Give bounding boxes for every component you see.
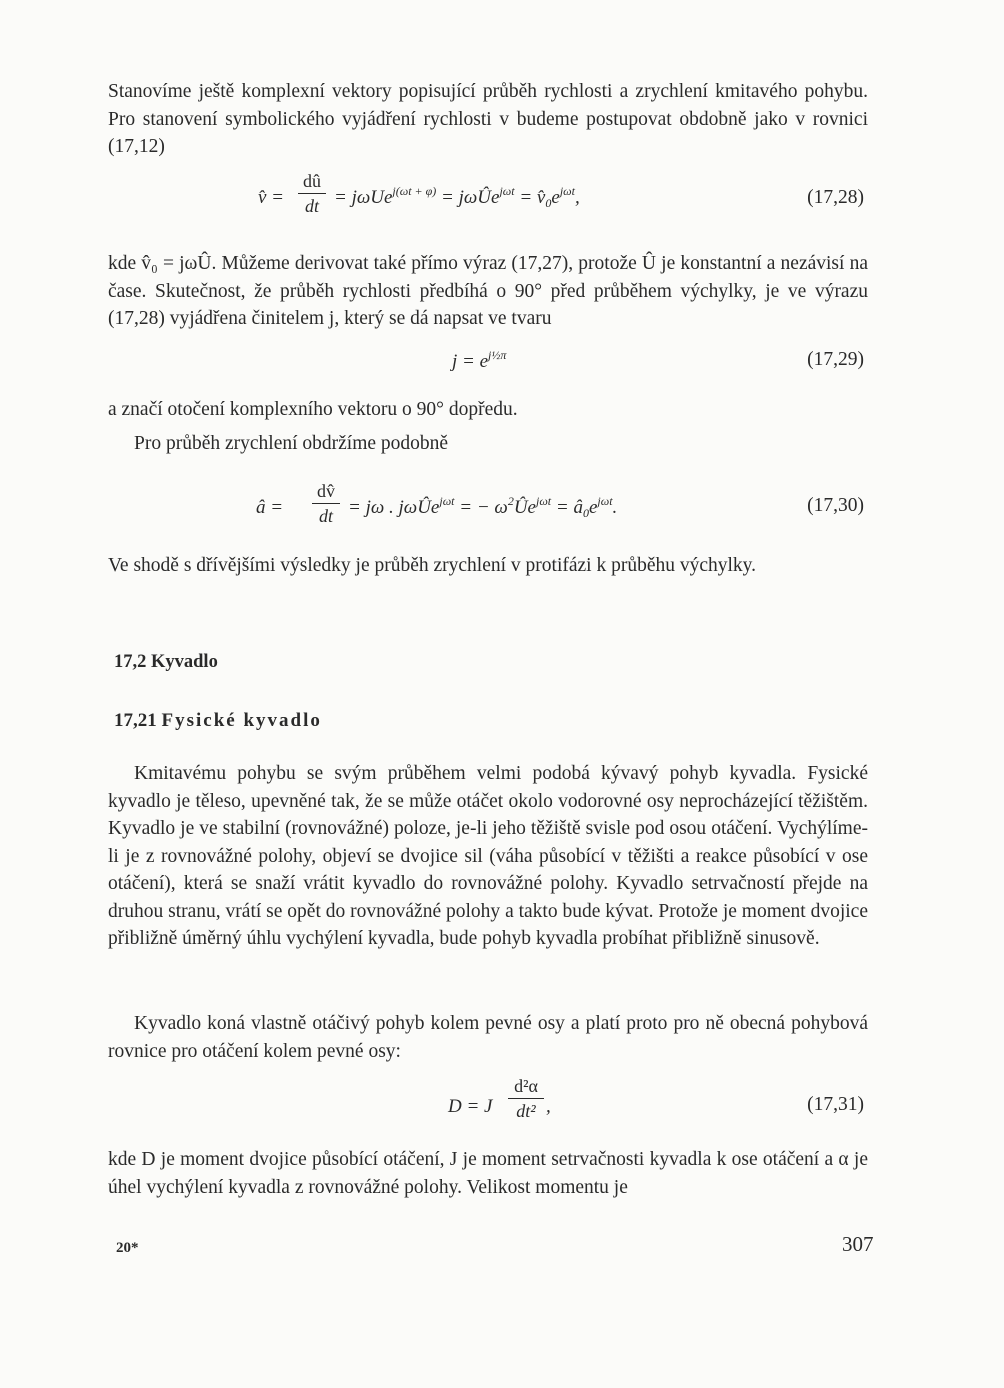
fraction-dv-dt: dv̂ dt xyxy=(312,481,340,526)
equation-17-28: v̂ = dû dt = jωUe$^{j(\omega t + \varphi)}$ = jωÛe$^{j\omega t}$ = $v̂_0e^{j\omega t}$, (17,28) xyxy=(258,171,864,216)
paragraph-physical-pendulum: Kmitavému pohybu se svým průběhem velmi podobá kývavý pohyb kyvadla. Fysické kyvadlo je těleso, upevněné tak, že se může otáčet okolo vodorovné osy neprocházející těžištěm. Kyvadlo je ve stabilní (rovnovážné) poloze, je-li jeho těžiště svisle pod osou otáčení. Vychýlíme-li je z rovnovážné polohy, objeví se dvojice sil (váha působící v těžišti a reakce působící v ose otáčení), která se snaží vrátit kyvadlo do rovnovážné polohy. Kyvadlo setrvačností přejde na druhou stranu, vrátí se opět do rovnovážné polohy a takto bude kývat. Protože je moment dvojice přibližně úměrný úhlu vychýlení kyvadla, bude pohyb kyvadla probíhat přibližně sinusově. xyxy=(108,763,868,949)
paragraph-rotation: a značí otočení komplexního vektoru o 90° dopředu. xyxy=(108,399,518,420)
subsection-heading: 17,21 Fysické kyvadlo xyxy=(114,710,322,731)
fraction-du-dt: dû dt xyxy=(298,171,326,216)
signature-mark: 20* xyxy=(116,1240,139,1256)
equation-number: (17,29) xyxy=(807,349,864,370)
paragraph-equation-of-motion: Kyvadlo koná vlastně otáčivý pohyb kolem pevné osy a platí proto pro ně obecná pohybová rovnice pro otáčení kolem pevné osy: xyxy=(108,1013,868,1062)
paragraph-definitions: kde D je moment dvojice působící otáčení, J je moment setrvačnosti kyvadla k ose otáčení a α je úhel vychýlení kyvadla z rovnovážné polohy. Velikost momentu je xyxy=(108,1149,868,1198)
paragraph-velocity: kde v̂₀ = jωÛ. Můžeme derivovat také přímo výraz (17,27), protože Û je konstantní a nezávisí na čase. Skutečnost, že průběh rychlosti předbíhá o 90° před průběhem výchylky, je ve výrazu (17,28) vyjádřena činitelem j, který se dá napsat ve tvaru xyxy=(108,253,868,329)
equation-number: (17,31) xyxy=(807,1094,864,1115)
equation-17-31: D = J d²α dt² , (17,31) xyxy=(448,1076,864,1121)
equation-17-30: â = dv̂ dt = jω . jωÛe$^{j\omega t}$ = − $\omega^2Ûe^{j\omega t}$ = $â_0e^{j\omega t}$. (17,30) xyxy=(256,481,864,526)
equation-number: (17,30) xyxy=(807,495,864,516)
fraction-d2alpha-dt2: d²α dt² xyxy=(508,1076,544,1121)
equation-17-29: $j = e^{j\frac{1}{2}\pi}$ (17,29) xyxy=(452,348,864,372)
paragraph-intro: Stanovíme ještě komplexní vektory popisující průběh rychlosti a zrychlení kmitavého pohybu. Pro stanovení symbolického vyjádření rychlosti v budeme postupovat obdobně jako v rovnici (17,12) xyxy=(108,81,868,157)
section-heading: 17,2 Kyvadlo xyxy=(114,652,218,672)
paragraph-acceleration-intro: Pro průběh zrychlení obdržíme podobně xyxy=(134,433,449,454)
page-number: 307 xyxy=(842,1232,874,1256)
equation-number: (17,28) xyxy=(807,187,864,208)
paragraph-antiphase: Ve shodě s dřívějšími výsledky je průběh zrychlení v protifázi k průběhu výchylky. xyxy=(108,555,757,576)
